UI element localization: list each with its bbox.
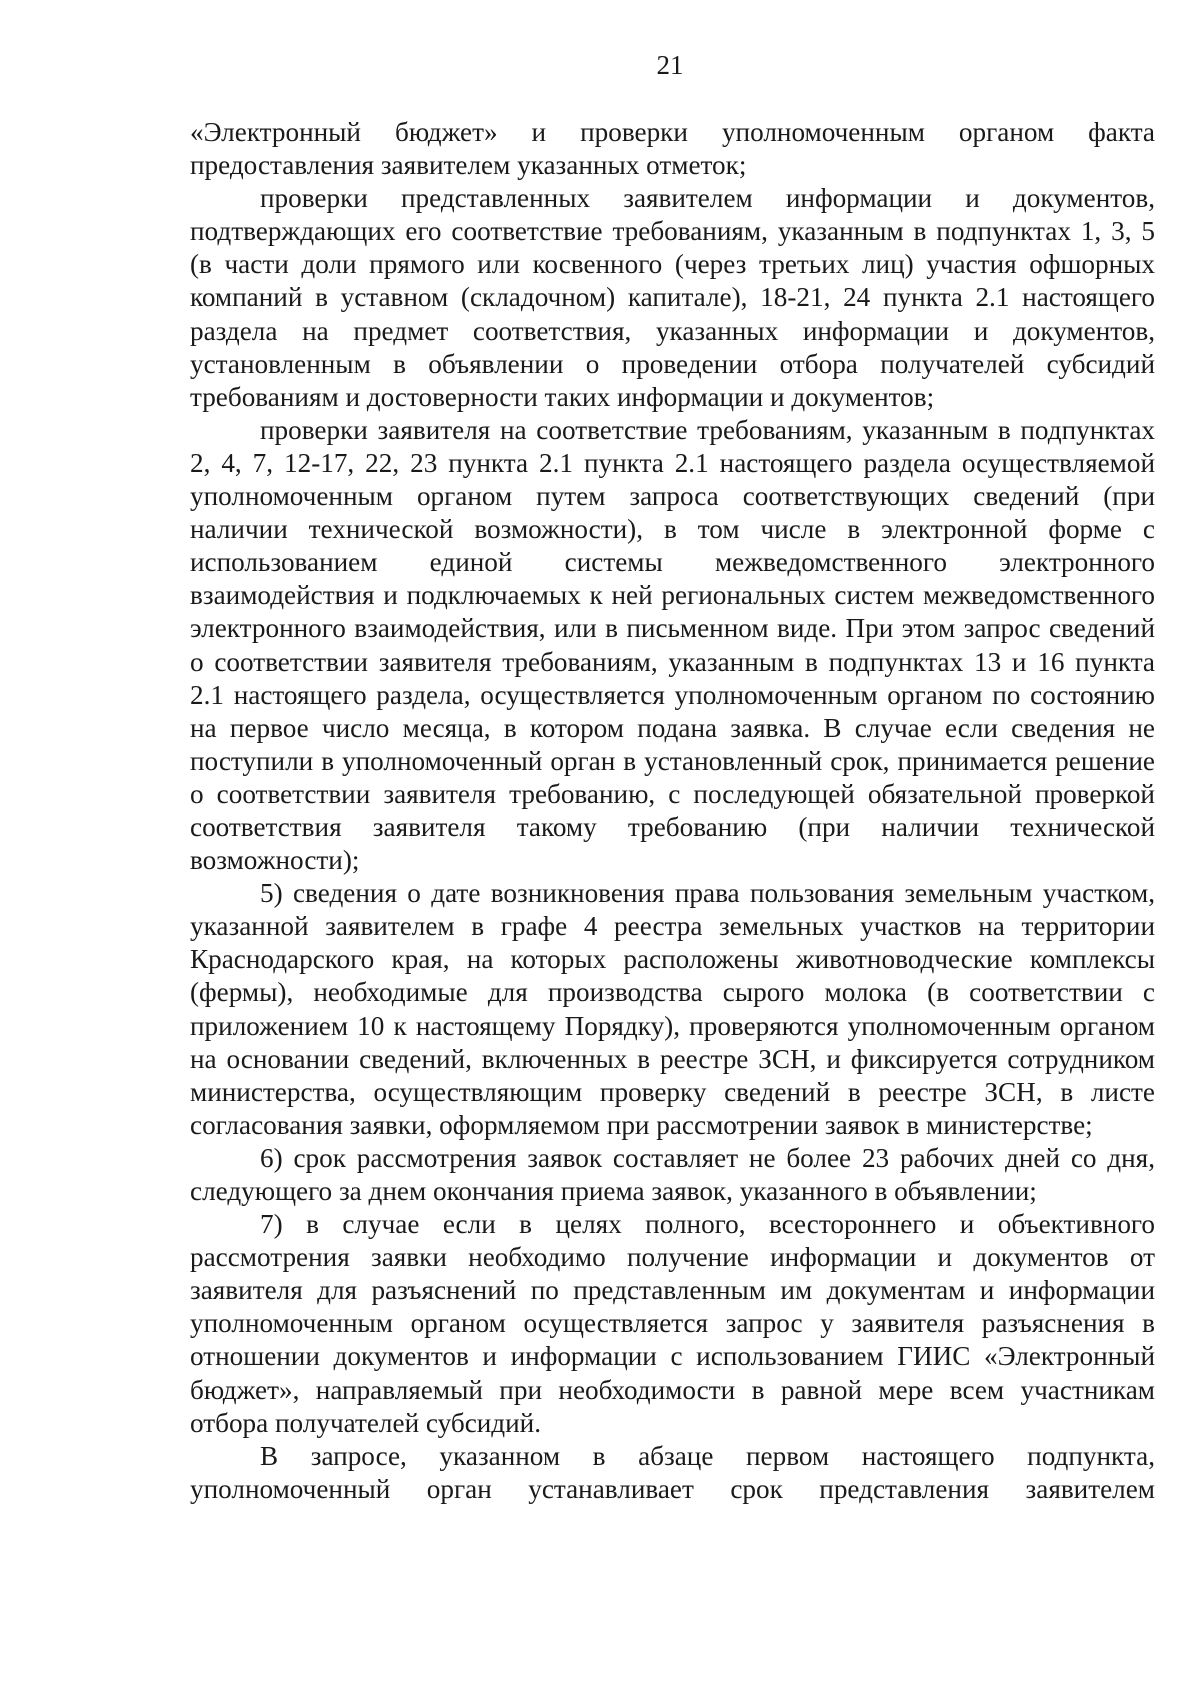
paragraph-4: 5) сведения о дате возникновения права пользования земельным участком, указанной заявителем в графе 4 реестра земельных участков на территории Краснодарского края, на которых расположены животноводческие комплексы (фермы), необходимые для производства сырого молока (в соответствии с приложением 10 к настоящему Порядку), проверяются уполномоченным органом на основании сведений, включенных в реестре ЗСН, и фиксируется сотрудником министерства, осуществляющим проверку сведений в реестре ЗСН, в листе согласования заявки, оформляемом при рассмотрении заявок в министерстве;: [190, 878, 1155, 1140]
document-body: [190, 116, 1155, 1506]
paragraph-3: проверки заявителя на соответствие требованиям, указанным в подпунктах 2, 4, 7, 12-17, 22, 23 пункта 2.1 пункта 2.1 настоящего раздела осуществляемой уполномоченным органом путем запроса соответствующих сведений (при наличии технической возможности), в том числе в электронной форме с использованием единой системы межведомственного электронного взаимодействия и подключаемых к ней региональных систем межведомственного электронного взаимодействия, или в письменном виде. При этом запрос сведений о соответствии заявителя требованиям, указанным в подпунктах 13 и 16 пункта 2.1 настоящего раздела, осуществляется уполномоченным органом по состоянию на первое число месяца, в котором подана заявка. В случае если сведения не поступили в уполномоченный орган в установленный срок, принимается решение о соответствии заявителя требованию, с последующей обязательной проверкой соответствия заявителя такому требованию (при наличии технической возможности);: [190, 414, 1155, 876]
page-number: 21: [656, 50, 684, 80]
paragraph-6: 7) в случае если в целях полного, всестороннего и объективного рассмотрения заявки необходимо получение информации и документов от заявителя для разъяснений по представленным им документам и информации уполномоченным органом осуществляется запрос у заявителя разъяснения в отношении документов и информации с использованием ГИИС «Электронный бюджет», направляемый при необходимости в равной мере всем участникам отбора получателей субсидий.: [190, 1209, 1155, 1438]
paragraph-2: проверки представленных заявителем информации и документов, подтверждающих его соответствие требованиям, указанным в подпунктах 1, 3, 5 (в части доли прямого или косвенного (через третьих лиц) участия офшорных компаний в уставном (складочном) капитале), 18-21, 24 пункта 2.1 настоящего раздела на предмет соответствия, указанных информации и документов, установленным в объявлении о проведении отбора получателей субсидий требованиям и достоверности таких информации и документов;: [190, 183, 1155, 412]
paragraph-5: 6) срок рассмотрения заявок составляет не более 23 рабочих дней со дня, следующего за днем окончания приема заявок, указанного в объявлении;: [190, 1142, 1155, 1206]
paragraph-7: В запросе, указанном в абзаце первом настоящего подпункта, уполномоченный орган устанавливает срок представления заявителем: [190, 1440, 1155, 1504]
paragraph-1: «Электронный бюджет» и проверки уполномоченным органом факта предоставления заявителем указанных отметок;: [190, 117, 1155, 181]
